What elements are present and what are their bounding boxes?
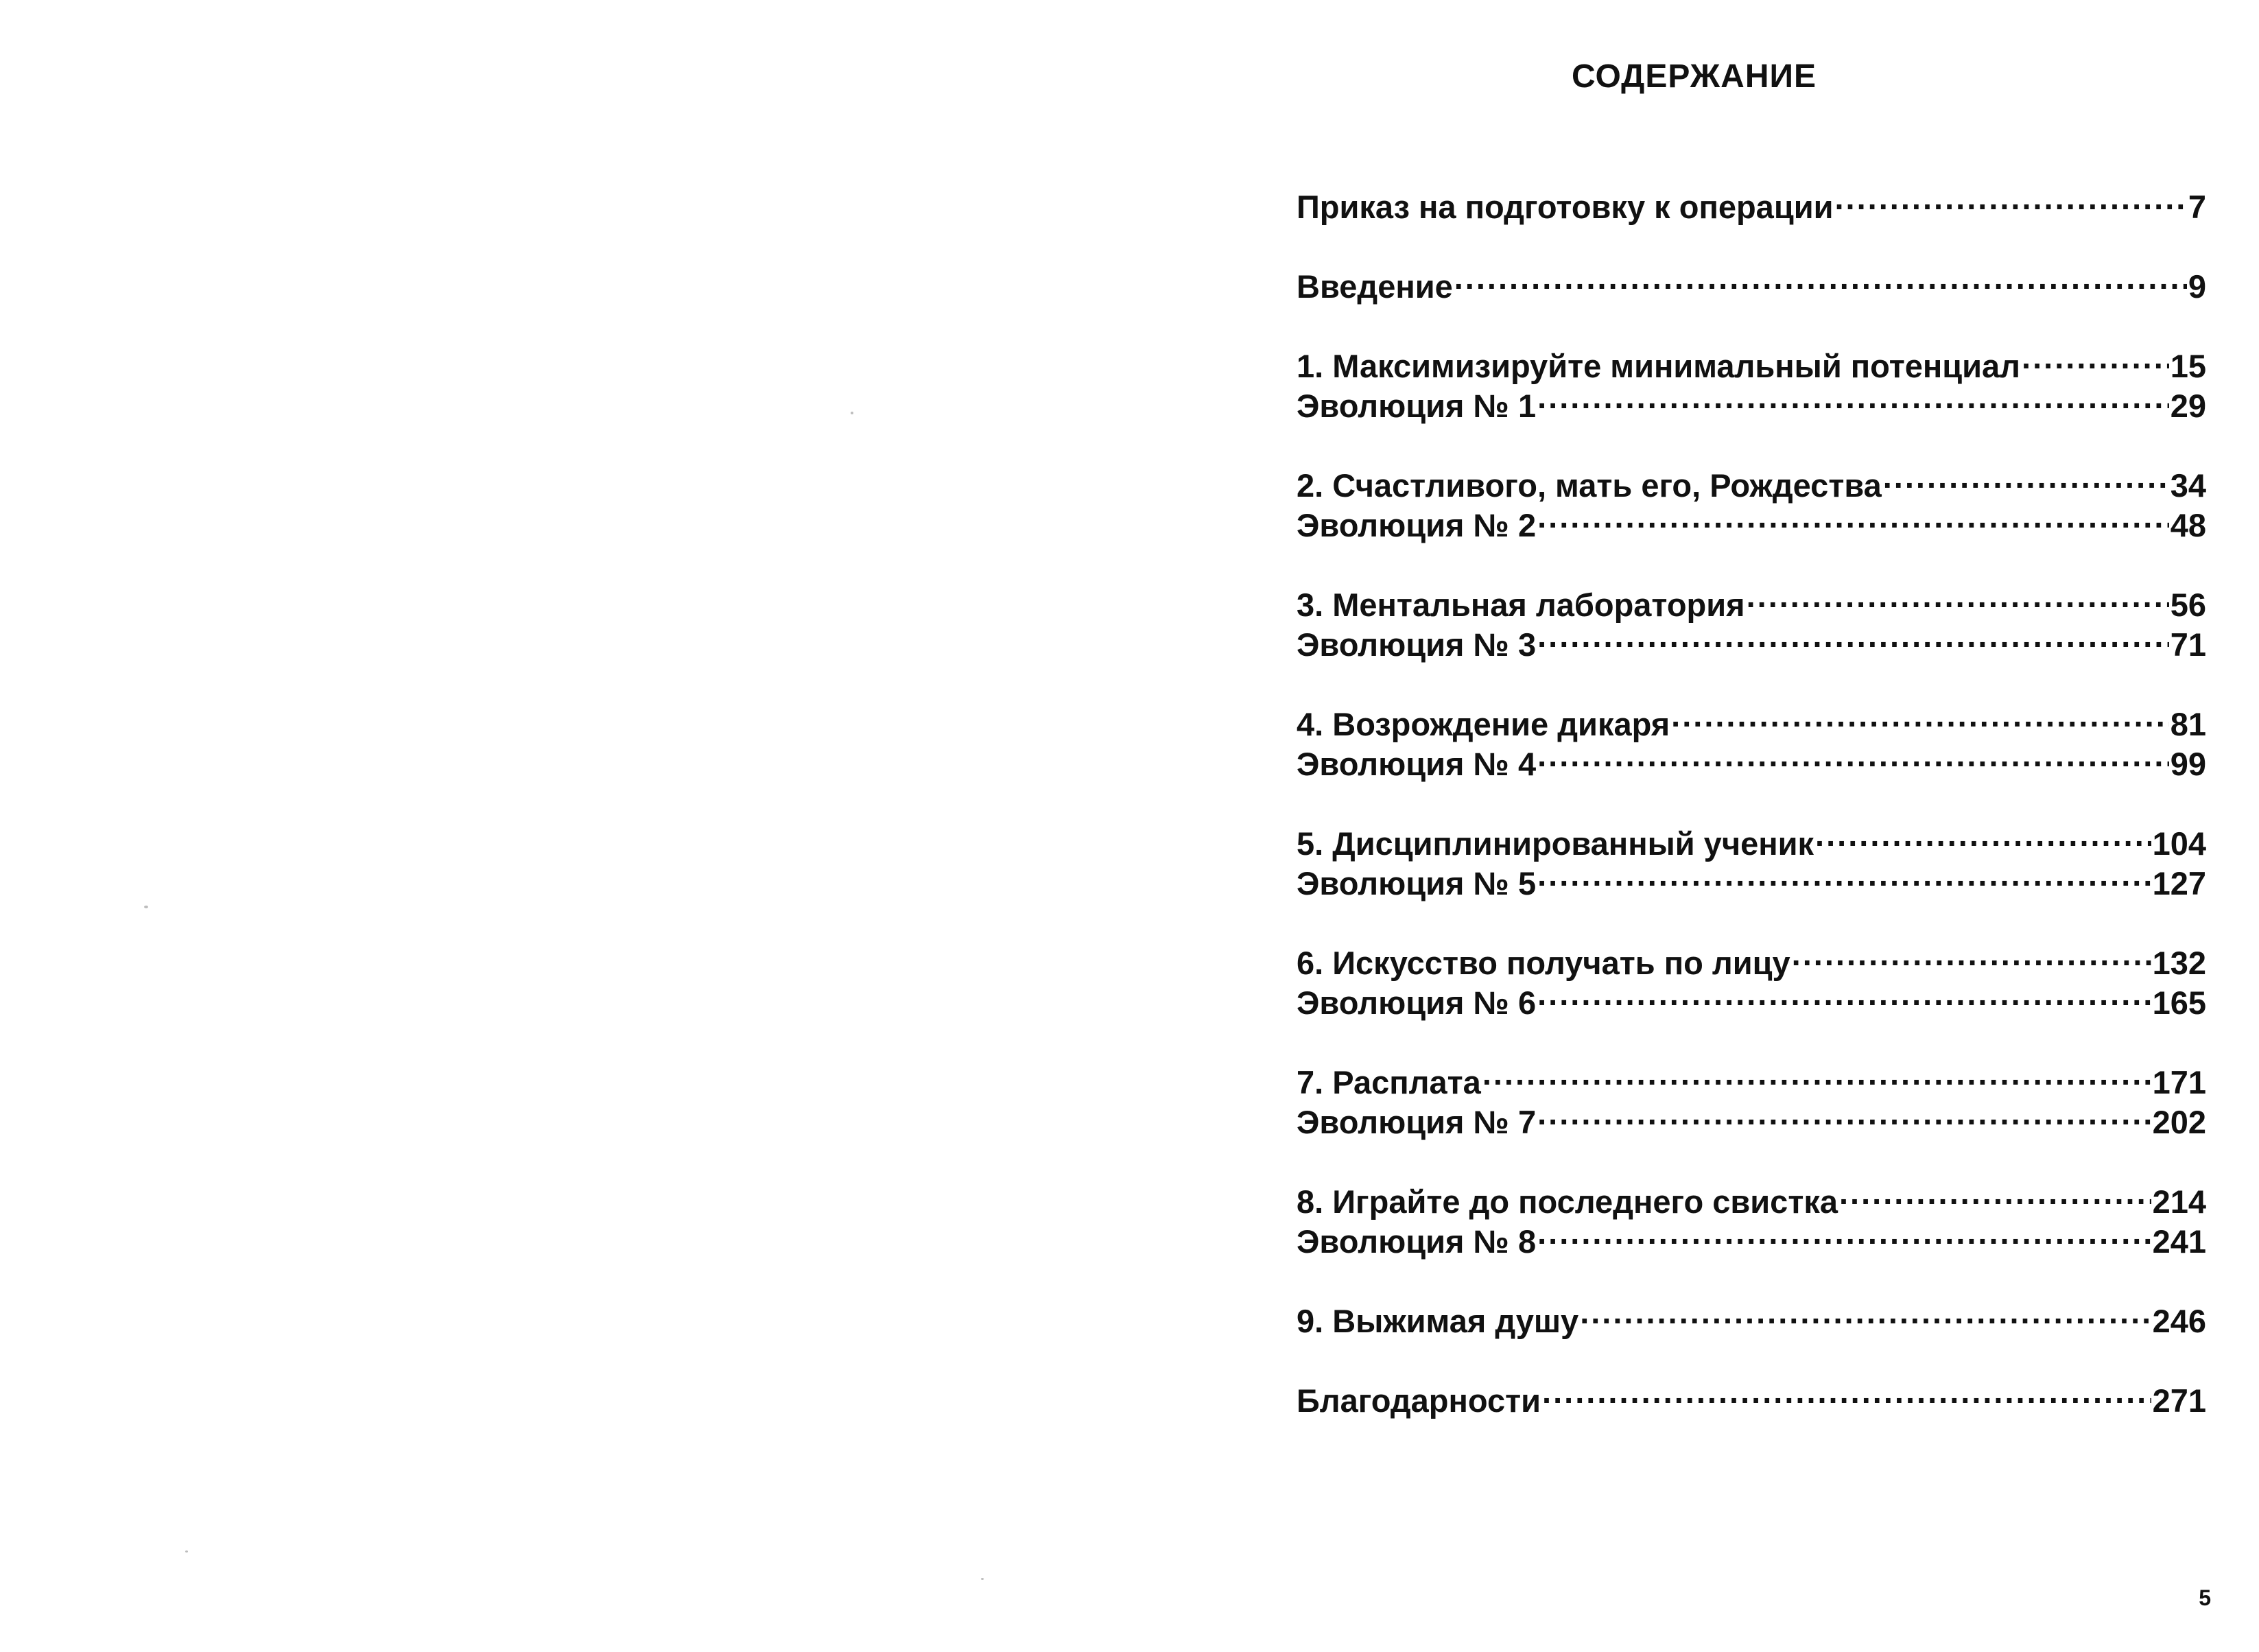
toc-entry	[1297, 1173, 2206, 1220]
dot-leader	[1537, 735, 2169, 775]
scan-speck	[185, 1550, 188, 1553]
toc-entry-page: 127	[2152, 865, 2206, 901]
toc-entry-label: Эволюция № 7	[1297, 1104, 1537, 1140]
toc-entry	[1297, 178, 2206, 225]
toc-entry	[1297, 1054, 2206, 1100]
toc-entry-label: Эволюция № 6	[1297, 984, 1537, 1021]
dot-leader	[2022, 338, 2169, 377]
toc-entry-label: 1. Максимизируйте минимальный потенциал	[1297, 348, 2021, 384]
toc-entry	[1297, 457, 2206, 504]
left-blank-page	[0, 0, 1129, 1652]
toc-entry-page: 214	[2152, 1183, 2206, 1220]
toc-entry-label: 7. Расплата	[1297, 1064, 1481, 1100]
toc-entry-label: Эволюция № 8	[1297, 1223, 1537, 1260]
toc-entry-label: 8. Играйте до последнего свистка	[1297, 1183, 1838, 1220]
toc-title: СОДЕРЖАНИЕ	[1572, 58, 1817, 95]
dot-leader	[1482, 1054, 2151, 1094]
dot-leader	[1537, 1094, 2151, 1133]
dot-leader	[1815, 815, 2151, 855]
toc-entry-label: Благодарности	[1297, 1382, 1541, 1419]
toc-entry-page: 81	[2170, 706, 2206, 742]
dot-leader	[1839, 1173, 2151, 1213]
toc-entry	[1297, 696, 2206, 742]
toc-entry	[1297, 1293, 2206, 1339]
table-of-contents	[1297, 178, 2206, 1419]
toc-entry-page: 165	[2152, 984, 2206, 1021]
toc-entry-page: 71	[2170, 626, 2206, 663]
dot-leader	[1537, 974, 2151, 1014]
toc-entry	[1297, 1372, 2206, 1419]
toc-entry-page: 271	[2152, 1382, 2206, 1419]
dot-leader	[1580, 1293, 2151, 1332]
dot-leader	[1537, 855, 2151, 895]
toc-entry	[1297, 934, 2206, 981]
toc-entry-label: 2. Счастливого, мать его, Рождества	[1297, 467, 1882, 504]
toc-entry-page: 9	[2188, 268, 2206, 305]
scan-speck	[981, 1578, 984, 1580]
scan-speck	[851, 412, 853, 414]
dot-leader	[1537, 497, 2169, 536]
toc-entry-page: 246	[2152, 1303, 2206, 1339]
toc-entry-page: 171	[2152, 1064, 2206, 1100]
toc-entry-page: 99	[2170, 746, 2206, 782]
toc-entry-page: 202	[2152, 1104, 2206, 1140]
toc-entry-label: Введение	[1297, 268, 1453, 305]
toc-entry-page: 132	[2152, 945, 2206, 981]
toc-entry	[1297, 576, 2206, 623]
dot-leader	[1671, 696, 2169, 735]
dot-leader	[1792, 934, 2151, 974]
toc-entry-label: Эволюция № 2	[1297, 507, 1537, 543]
dot-leader	[1835, 178, 2187, 218]
toc-entry-label: 9. Выжимая душу	[1297, 1303, 1579, 1339]
toc-entry-label: 4. Возрождение дикаря	[1297, 706, 1670, 742]
toc-entry	[1297, 815, 2206, 862]
toc-entry	[1297, 338, 2206, 384]
toc-entry-label: Приказ на подготовку к операции	[1297, 189, 1834, 225]
page-number: 5	[2199, 1585, 2211, 1610]
dot-leader	[1747, 576, 2169, 616]
toc-entry-label: Эволюция № 4	[1297, 746, 1537, 782]
toc-entry-page: 29	[2170, 388, 2206, 424]
toc-entry-label: 5. Дисциплинированный ученик	[1297, 825, 1814, 862]
toc-entry-page: 7	[2188, 189, 2206, 225]
toc-entry-label: Эволюция № 1	[1297, 388, 1537, 424]
toc-entry-page: 15	[2170, 348, 2206, 384]
toc-entry	[1297, 258, 2206, 305]
scan-speck	[144, 906, 148, 908]
dot-leader	[1537, 377, 2169, 417]
dot-leader	[1454, 258, 2187, 298]
dot-leader	[1537, 616, 2169, 656]
toc-entry-label: 3. Ментальная лаборатория	[1297, 587, 1745, 623]
toc-entry-page: 34	[2170, 467, 2206, 504]
toc-entry-page: 241	[2152, 1223, 2206, 1260]
toc-entry-page: 56	[2170, 587, 2206, 623]
toc-entry-label: 6. Искусство получать по лицу	[1297, 945, 1790, 981]
toc-entry-page: 104	[2152, 825, 2206, 862]
dot-leader	[1537, 1213, 2151, 1253]
toc-entry-page: 48	[2170, 507, 2206, 543]
right-page	[1129, 0, 2259, 1652]
dot-leader	[1542, 1372, 2151, 1412]
toc-entry-label: Эволюция № 3	[1297, 626, 1537, 663]
toc-entry-label: Эволюция № 5	[1297, 865, 1537, 901]
dot-leader	[1883, 457, 2169, 497]
